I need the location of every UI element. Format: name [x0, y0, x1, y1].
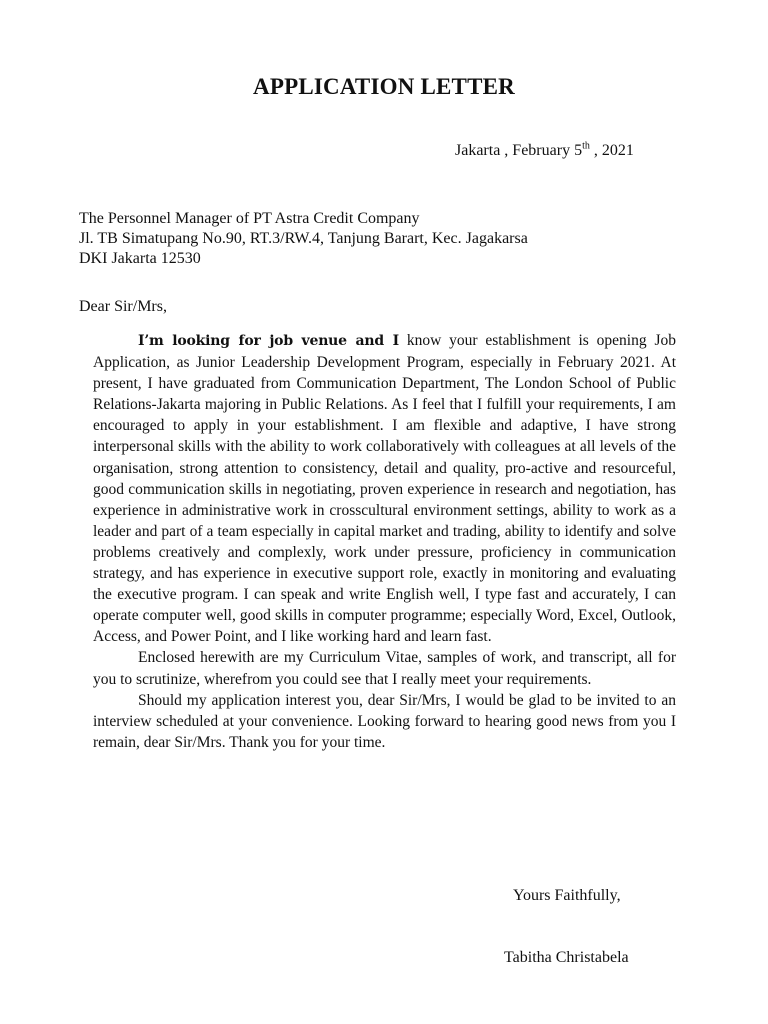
date-text: Jakarta , February 5 — [455, 142, 583, 159]
salutation: Dear Sir/Mrs, — [79, 298, 167, 315]
body-paragraph-3: Should my application interest you, dear Sir/Mrs, I would be glad to be invited to an interview scheduled at your convenience. Looking forward to hearing good news from you I remain, dear Sir/Mrs. Thank you for your time. — [93, 691, 676, 751]
closing: Yours Faithfully, — [513, 887, 621, 904]
recipient-line-3: DKI Jakarta 12530 — [79, 250, 201, 267]
recipient-line-1: The Personnel Manager of PT Astra Credit Company — [79, 210, 420, 227]
body-paragraph-1 — [93, 330, 676, 647]
letter-body — [93, 330, 676, 753]
date-year: , 2021 — [589, 142, 634, 159]
recipient-line-2: Jl. TB Simatupang No.90, RT.3/RW.4, Tanjung Barart, Kec. Jagakarsa — [79, 230, 528, 247]
signature-name: Tabitha Christabela — [504, 949, 629, 966]
paragraph-1-text: know your establishment is opening Job Application, as Junior Leadership Development Program, especially in February 2021. At present, I have graduated from Communication Department, The London School of Public Relations-Jakarta majoring in Public Relations. As I feel that I fulfill your requirements, I am encouraged to apply in your establishment. I am flexible and adaptive, I have strong interpersonal skills with the ability to work collaboratively with colleagues at all levels of the organisation, strong attention to consistency, detail and quality, pro-active and resourceful, good communication skills in negotiating, proven experience in research and negotiation, has experience in administrative work in crosscultural environment settings, ability to work as a leader and part of a team especially in capital market and trading, ability to identify and solve problems creatively and complexly, work under pressure, proficiency in communication strategy, and has experience in executive support role, exactly in monitoring and evaluating the executive program. I can speak and write English well, I type fast and accurately, I can operate computer well, good skills in computer programme; especially Word, Excel, Outlook, Access, and Power Point, and I like working hard and learn fast. — [93, 332, 676, 646]
recipient-address — [79, 209, 528, 269]
date-ordinal-suffix: th — [582, 140, 590, 152]
body-paragraph-2: Enclosed herewith are my Curriculum Vitae, samples of work, and transcript, all for you to scrutinize, wherefrom you could see that I really meet your requirements. — [93, 649, 676, 688]
letter-title: APPLICATION LETTER — [253, 74, 515, 99]
letter-date — [455, 142, 634, 160]
paragraph-1-lead: I’m looking for job venue and I — [138, 333, 399, 349]
